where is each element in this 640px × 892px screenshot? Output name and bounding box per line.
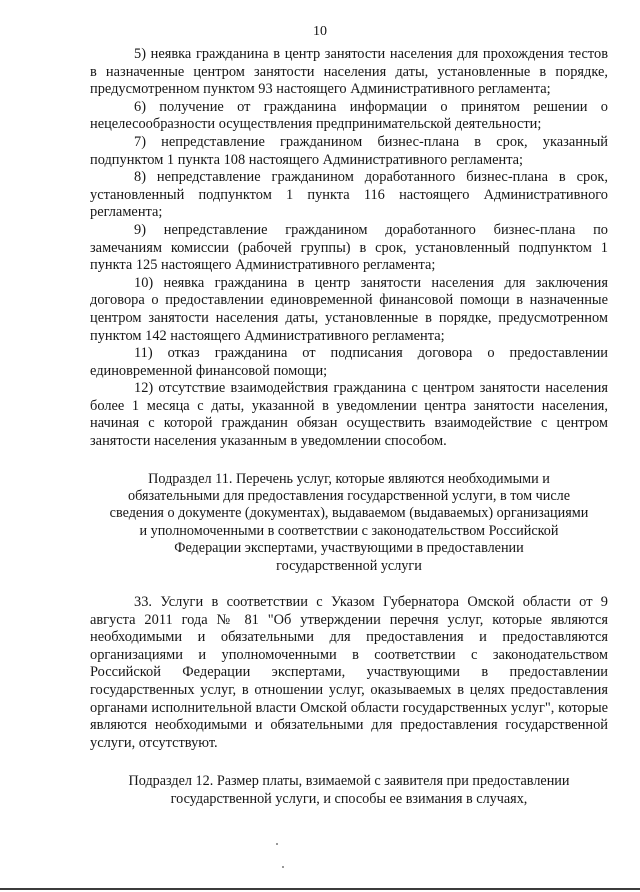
list-item-8: 8) непредставление гражданином доработанного бизнес-плана в срок, установленный подпунктом 1 пункта 116 настоящего Административного регламента; [90, 169, 608, 221]
list-item-10: 10) неявка гражданина в центр занятости населения для заключения договора о предоставлении единовременной финансовой помощи в назначенные центром занятости населения даты, установленные в порядке, предусмотренном пунктом 142 настоящего Административного регламента; [90, 274, 608, 344]
document-body [90, 46, 608, 808]
scan-speck [276, 843, 278, 845]
list-item-7: 7) непредставление гражданином бизнес-плана в срок, указанный подпунктом 1 пункта 108 настоящего Административного регламента; [90, 133, 608, 168]
subsection-11-line: обязательными для предоставления государственной услуги, в том числе [128, 488, 570, 505]
page-number: 10 [313, 24, 327, 39]
subsection-11-line: и уполномоченными в соответствии с законодательством Российской [139, 522, 559, 539]
list-item-9: 9) непредставление гражданином доработанного бизнес-плана по замечаниям комиссии (рабочей группы) в срок, установленный подпунктом 1 пункта 125 настоящего Административного регламента; [90, 221, 608, 274]
subsection-12-heading [90, 773, 608, 808]
list-item-6: 6) получение от гражданина информации о принятом решении о нецелесообразности осуществления предпринимательской деятельности; [90, 98, 608, 133]
subsection-11-line: сведения о документе (документах), выдаваемом (выдаваемых) организациями [109, 505, 589, 522]
subsection-12-line: Подраздел 12. Размер платы, взимаемой с заявителя при предоставлении [128, 773, 570, 790]
subsection-11-heading [90, 471, 608, 575]
list-item-11: 11) отказ гражданина от подписания договора о предоставлении единовременной финансовой помощи; [90, 345, 608, 379]
list-item-12: 12) отсутствие взаимодействия гражданина с центром занятости населения более 1 месяца с даты, указанной в уведомлении центра занятости населения, начиная с которой гражданин обязан осуществить взаимодействие с центром занятости населения указанным в уведомлении способом. [90, 380, 608, 450]
scan-speck [282, 866, 284, 868]
subsection-12-line: государственной услуги, и способы ее взимания в случаях, [170, 790, 528, 807]
subsection-11-line: Федерации экспертами, участвующими в предоставлении [174, 540, 524, 557]
page-bottom-edge [0, 888, 640, 890]
paragraph-33: 33. Услуги в соответствии с Указом Губернатора Омской области от 9 августа 2011 года № 81 "Об утверждении перечня услуг, которые являются необходимыми и обязательными для предоставления и предоставляются организациями и уполномоченными в соответствии с законодательством Российской Федерации экспертами, участвующими в предоставлении государственных услуг, в отношении услуг, оказываемых в целях предоставления органами исполнительной власти Омской области государственных услуг", которые являются необходимыми и обязательными для предоставления государственной услуги, отсутствуют. [90, 594, 608, 751]
subsection-11-line: Подраздел 11. Перечень услуг, которые являются необходимыми и [148, 470, 550, 487]
list-item-5: 5) неявка гражданина в центр занятости населения для прохождения тестов в назначенные центром занятости населения даты, установленные в порядке, предусмотренном пунктом 93 настоящего Административного регламента; [90, 46, 608, 98]
subsection-11-line: государственной услуги [276, 557, 422, 574]
